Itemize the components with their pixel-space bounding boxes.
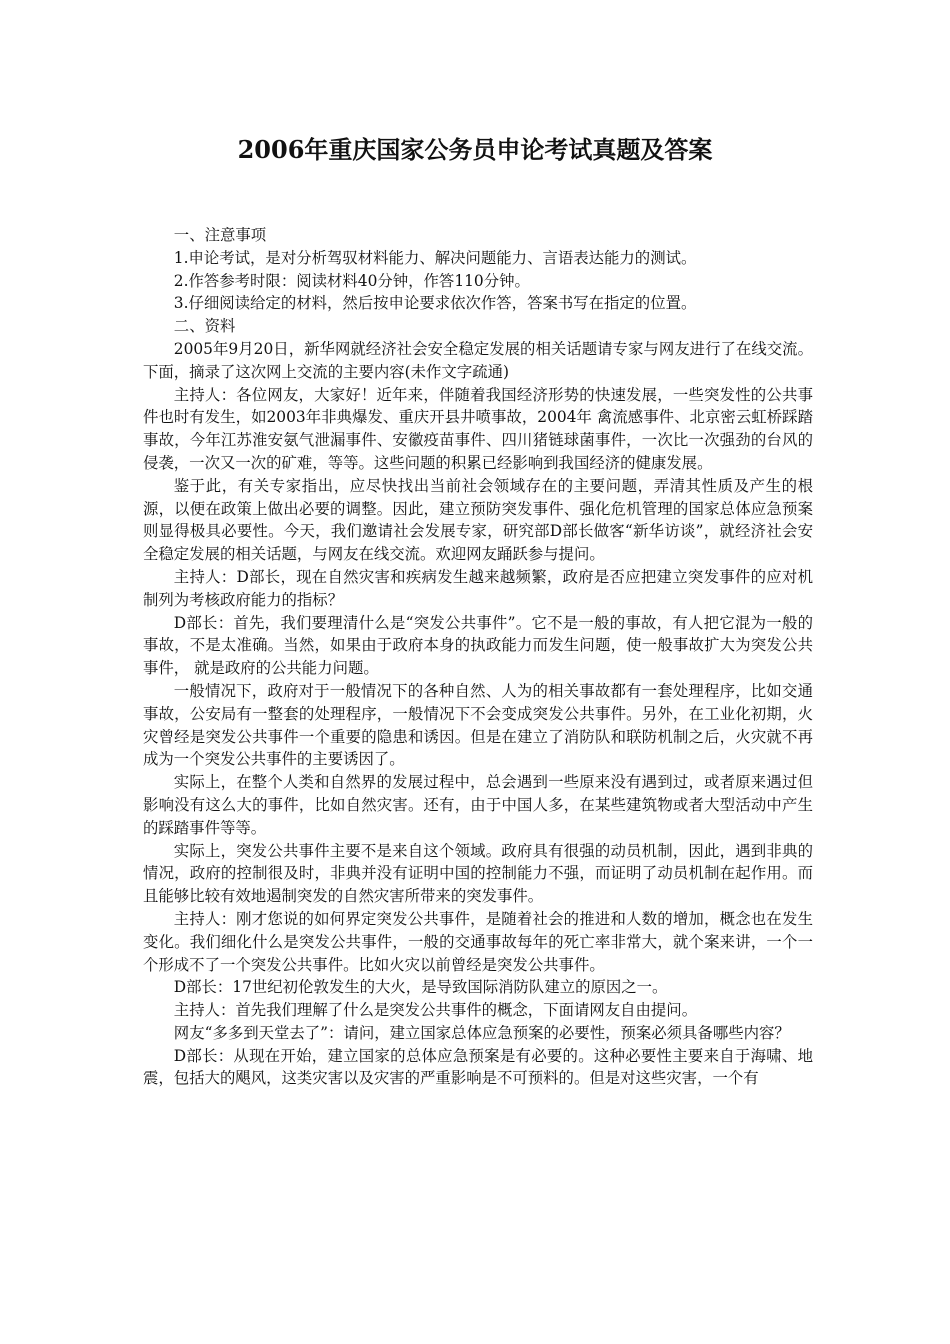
material-paragraph: 实际上，突发公共事件主要不是来自这个领域。政府具有很强的动员机制，因此，遇到非典的情况，政府的控制很及时，非典并没有证明中国的控制能力不强，而证明了动员机制在起作用。而且能够比较有效地遏制突发的自然灾害所带来的突发事件。 xyxy=(143,841,813,906)
material-paragraph: 主持人：刚才您说的如何界定突发公共事件，是随着社会的推进和人数的增加，概念也在发生变化。我们细化什么是突发公共事件，一般的交通事故每年的死亡率非常大，就个案来讲，一个一个形成不了一个突发公共事件。比如火灾以前曾经是突发公共事件。 xyxy=(143,909,813,974)
material-paragraph: 实际上，在整个人类和自然界的发展过程中，总会遇到一些原来没有遇到过，或者原来遇过但影响没有这么大的事件，比如自然灾害。还有，由于中国人多，在某些建筑物或者大型活动中产生的踩踏事件等等。 xyxy=(143,773,813,837)
document-body xyxy=(143,224,813,1090)
material-paragraph: 2005年9月20日，新华网就经济社会安全稳定发展的相关话题请专家与网友进行了在线交流。下面，摘录了这次网上交流的主要内容(未作文字疏通) xyxy=(143,339,813,381)
material-paragraph: 网友“多多到天堂去了”：请问，建立国家总体应急预案的必要性，预案必须具备哪些内容？ xyxy=(173,1023,790,1042)
material-paragraph: D部长：17世纪初伦敦发生的大火，是导致国际消防队建立的原因之一。 xyxy=(173,978,668,997)
section-heading-notes: 一、注意事项 xyxy=(173,226,267,244)
material-paragraph: D部长：从现在开始，建立国家的总体应急预案是有必要的。这种必要性主要来自于海啸、地震，包括大的飓风，这类灾害以及灾害的严重影响是不可预料的。但是对这些灾害，一个有 xyxy=(143,1046,813,1088)
material-paragraph: 主持人：首先我们理解了什么是突发公共事件的概念，下面请网友自由提问。 xyxy=(173,1001,698,1020)
note-item-1: 1.申论考试，是对分析驾驭材料能力、解决问题能力、言语表达能力的测试。 xyxy=(173,248,697,267)
section-heading-materials: 二、资料 xyxy=(173,317,236,336)
material-paragraph: D部长：首先，我们要理清什么是“突发公共事件”。它不是一般的事故，有人把它混为一般的事故，不是太准确。当然，如果由于政府本身的执政能力而发生问题，使一般事故扩大为突发公共事件， 就是政府的公共能力问题。 xyxy=(143,613,813,678)
document-title: 2006年重庆国家公务员申论考试真题及答案 xyxy=(237,135,713,164)
note-item-3: 3.仔细阅读给定的材料，然后按申论要求依次作答，答案书写在指定的位置。 xyxy=(173,294,697,313)
material-paragraph: 一般情况下，政府对于一般情况下的各种自然、人为的相关事故都有一套处理程序，比如交通事故，公安局有一整套的处理程序，一般情况下不会变成突发公共事件。另外，在工业化初期，火灾曾经是突发公共事件一个重要的隐患和诱因。但是在建立了消防队和联防机制之后，火灾就不再成为一个突发公共事件的主要诱因了。 xyxy=(143,681,813,769)
material-paragraph: 主持人：D部长，现在自然灾害和疾病发生越来越频繁，政府是否应把建立突发事件的应对机制列为考核政府能力的指标？ xyxy=(143,567,813,609)
note-item-2: 2.作答参考时限：阅读材料40分钟，作答110分钟。 xyxy=(173,271,530,290)
material-paragraph: 鉴于此，有关专家指出，应尽快找出当前社会领域存在的主要问题，弄清其性质及产生的根源，以便在政策上做出必要的调整。因此，建立预防突发事件、强化危机管理的国家总体应急预案则显得极具必要性。今天，我们邀请社会发展专家，研究部D部长做客“新华访谈”，就经济社会安全稳定发展的相关话题，与网友在线交流。欢迎网友踊跃参与提问。 xyxy=(143,476,813,564)
material-paragraph: 主持人：各位网友，大家好！近年来，伴随着我国经济形势的快速发展，一些突发性的公共事件也时有发生，如2003年非典爆发、重庆开县井喷事故，2004年 禽流感事件、北京密云虹桥踩踏事故，今年江苏淮安氨气泄漏事件、安徽疫苗事件、四川猪链球菌事件，一次比一次强劲的台风的侵袭，一次又一次的矿难，等等。这些问题的积累已经影响到我国经济的健康发展。 xyxy=(143,385,813,472)
